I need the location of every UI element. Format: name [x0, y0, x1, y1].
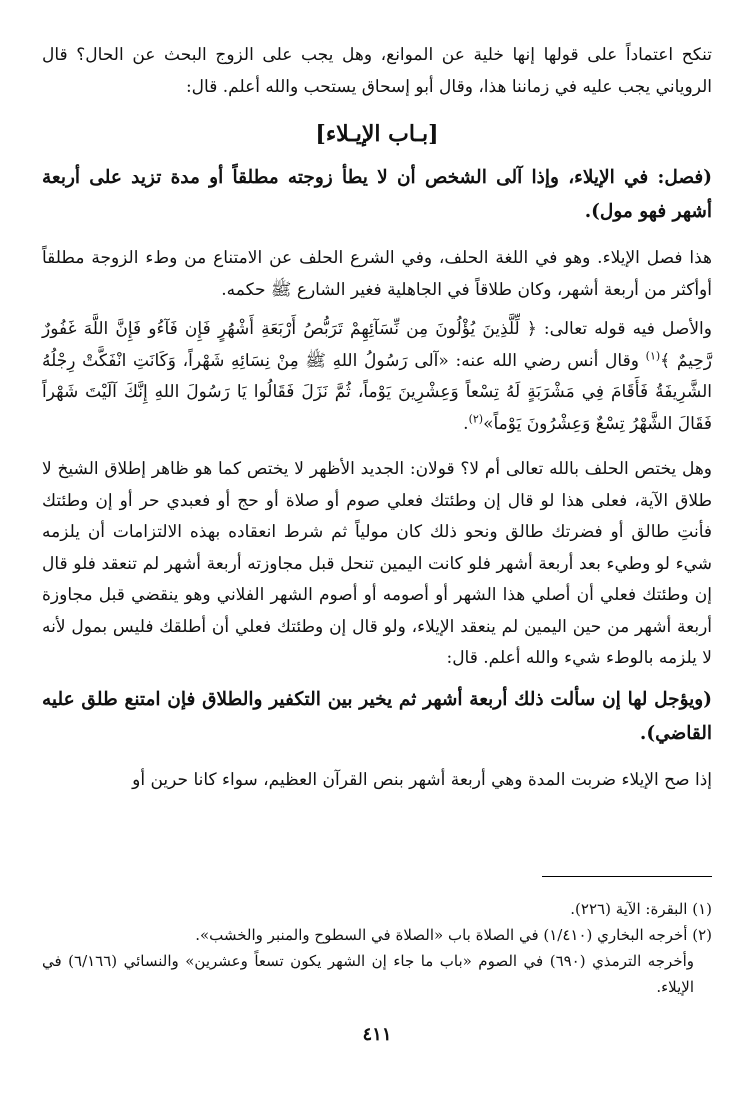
footnote-ref-2[interactable]: (٢) [468, 411, 484, 425]
matn-text-1: (فصل: في الإيلاء، وإذا آلى الشخص أن لا يطأ زوجته مطلقاً أو مدة تزيد على أربعة أشهر فهو مول). [42, 167, 712, 222]
chapter-heading: [بـاب الإيـلاء] [315, 121, 439, 147]
definition-paragraph: هذا فصل الإيلاء. وهو في اللغة الحلف، وفي الشرع الحلف عن الامتناع من وطء الزوجة مطلقاً أوأكثر من أربعة أشهر، وكان طلاقاً في الجاهلية فغير الشارع ﷺ حكمه. [42, 248, 712, 300]
ruling-paragraph: وهل يختص الحلف بالله تعالى أم لا؟ قولان: الجديد الأظهر لا يختص كما هو ظاهر إطلاق الشيخ لا طلاق الآية، فعلى هذا لو قال إن وطئتك فعلي صوم أو صلاة أو حج أو فعبدي حر أو إن وطئتك فأنتِ طالق أو فضرتك طالق ونحو ذلك كان مولياً ثم شرط انعقاده بهذه الالتزامات أن يلزمه شيء لو وطيء بعد أربعة أشهر فلو كانت اليمين تنحل قبل مجاوزته أربعة أشهر لم تنعقد فلو قال إن وطئتك فعلي أن أصلي هذا الشهر أو أصومه أو أصوم الشهر الفلاني وهو ينقضي قبل مجاوزة أربعة أشهر من حين اليمين لم ينعقد الإيلاء، ولو قال إن وطئتك فعلي أن أطلقك فليس بمول لأنه لا يلزمه بالوطء شيء والله أعلم. قال: [42, 459, 712, 668]
evidence-paragraph [42, 314, 712, 440]
footnote-2-continuation: وأخرجه الترمذي (٦٩٠) في الصوم «باب ما جاء إن الشهر يكون تسعاً وعشرين» والنسائي (٦/١٦٦) في الإيلاء. [42, 952, 695, 996]
intro-paragraph: تنكح اعتماداً على قولها إنها خلية عن الموانع، وهل يجب على الزوج البحث عن الحال؟ قال الروياني يجب عليه في زماننا هذا، وقال أبو إسحاق يستحب والله أعلم. قال: [42, 45, 712, 97]
matn-text-2: (ويؤجل لها إن سألت ذلك أربعة أشهر ثم يخير بين التكفير والطلاق فإن امتنع طلق عليه القاضي). [42, 688, 712, 744]
page-body [42, 40, 712, 796]
footnote-2: (٢) أخرجه البخاري (١/٤١٠) في الصلاة باب «الصلاة في السطوح والمنبر والخشب». [195, 926, 712, 944]
closing-paragraph: إذا صح الإيلاء ضربت المدة وهي أربعة أشهر بنص القرآن العظيم، سواء كانا حرين أو [132, 769, 712, 790]
footnotes [42, 896, 712, 1000]
footnote-divider [542, 876, 712, 877]
evidence-end: . [463, 413, 469, 434]
page-number: ٤١١ [362, 1024, 392, 1045]
quran-verse: والأصل فيه قوله تعالى: ﴿ لِّلَّذِينَ يُؤْلُونَ مِن نِّسَآئِهِمْ تَرَبُّصُ أَرْبَعَةِ أَشْهُرٍ فَإِن فَآءُو فَإِنَّ اللَّهَ غَفُورٌ رَّحِيمٌ ﴾ [42, 319, 712, 371]
hadith-text: وقال أنس رضي الله عنه: «آلى رَسُولُ اللهِ ﷺ مِنْ نِسَائِهِ شَهْراً، وَكَانَتِ انْفَكَّتْ رِجْلُهُ الشَّرِيفَةُ فَأَقَامَ فِي مَشْرَبَةٍ لَهُ تِسْعاً وَعِشْرِينَ يَوْماً، ثُمَّ نَزَلَ فَقَالُوا يَا رَسُولَ اللهِ إِنَّكَ آلَيْتَ شَهْراً فَقَالَ الشَّهْرُ تِسْعٌ وَعِشْرُونَ يَوْماً» [42, 350, 712, 434]
footnote-1: (١) البقرة: الآية (٢٢٦). [570, 900, 712, 918]
footnote-ref-1[interactable]: (١) [645, 348, 661, 362]
